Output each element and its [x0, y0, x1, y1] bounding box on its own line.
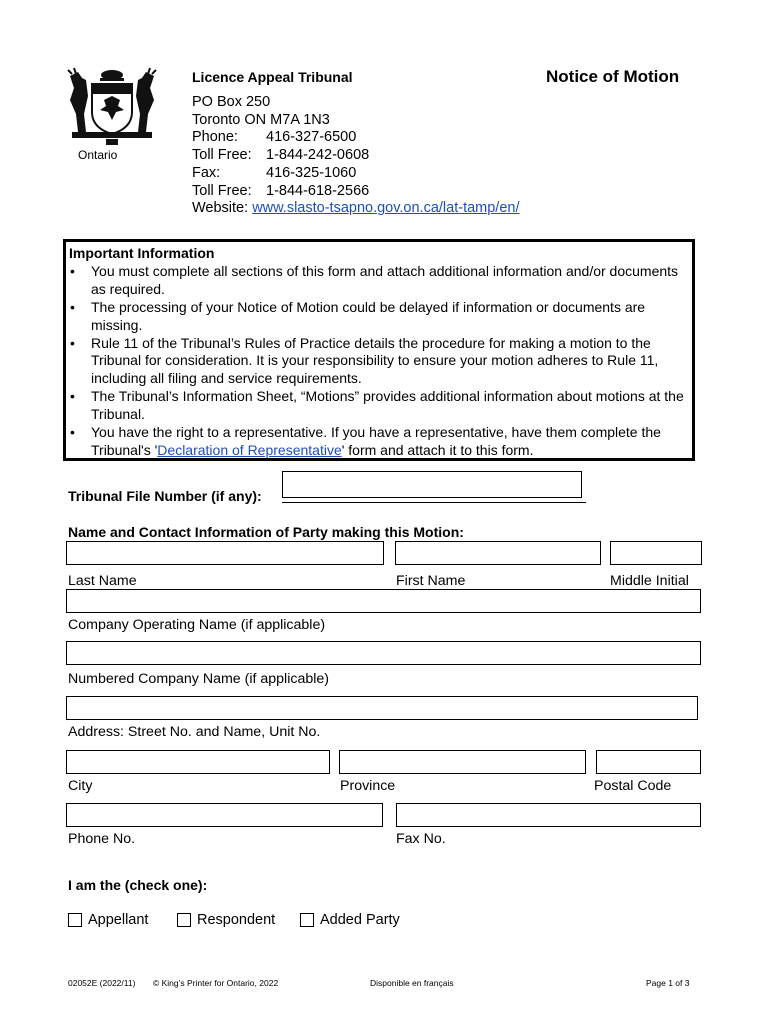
appellant-option[interactable]: Appellant [68, 912, 148, 928]
page-title: Notice of Motion [546, 67, 680, 86]
important-information-box [63, 239, 695, 461]
fax-label: Fax No. [396, 831, 446, 847]
website-link[interactable]: www.slasto-tsapno.gov.on.ca/lat-tamp/en/ [252, 200, 520, 217]
contact-block [192, 94, 520, 218]
role-heading: I am the (check one): [68, 877, 208, 893]
respondent-checkbox[interactable] [177, 913, 191, 927]
fax-input[interactable] [396, 803, 701, 827]
city-input[interactable] [66, 750, 330, 774]
list-item: • You have the right to a representative. If you have a representative, have them complete the Tribunal's 'Declaration of Representative' form and attach it to this form. [69, 424, 686, 460]
file-number-label: Tribunal File Number (if any): [68, 488, 262, 504]
phone-label: Phone No. [68, 831, 136, 847]
numbered-company-name-input[interactable] [66, 641, 701, 665]
first-name-input[interactable] [395, 541, 601, 565]
important-list [69, 263, 686, 460]
list-item: • The processing of your Notice of Motion could be delayed if information or documents are missing. [69, 299, 686, 335]
first-name-label: First Name [396, 573, 466, 589]
fax-row: Fax: 416-325-1060 [192, 164, 357, 181]
phone-input[interactable] [66, 803, 383, 827]
logo-caption: Ontario [78, 148, 118, 162]
province-input[interactable] [339, 750, 586, 774]
last-name-input[interactable] [66, 541, 384, 565]
important-heading: Important Information [69, 245, 215, 261]
company-operating-name-input[interactable] [66, 589, 701, 613]
website-row: Website: www.slasto-tsapno.gov.on.ca/lat-tamp/en/ [192, 200, 520, 217]
list-item: • The Tribunal’s Information Sheet, “Motions” provides additional information about motions at the Tribunal. [69, 388, 686, 424]
city-label: City [68, 778, 93, 794]
added-party-checkbox[interactable] [300, 913, 314, 927]
address-input[interactable] [66, 696, 698, 720]
page-number: Page 1 of 3 [646, 978, 690, 988]
company-operating-name-label: Company Operating Name (if applicable) [68, 617, 326, 633]
form-code: 02052E (2022/11) [68, 978, 136, 988]
address-line: Toronto ON M7A 1N3 [192, 111, 330, 128]
numbered-company-name-label: Numbered Company Name (if applicable) [68, 671, 330, 687]
address-line: PO Box 250 [192, 94, 271, 110]
file-number-underline [282, 502, 586, 503]
party-section-heading: Name and Contact Information of Party making this Motion: [68, 524, 464, 540]
last-name-label: Last Name [68, 573, 137, 589]
phone-row: Phone: 416-327-6500 [192, 129, 357, 146]
file-number-input[interactable] [282, 471, 582, 498]
address-label: Address: Street No. and Name, Unit No. [68, 724, 321, 740]
respondent-option[interactable]: Respondent [177, 912, 275, 928]
middle-initial-input[interactable] [610, 541, 702, 565]
tollfree-row: Toll Free: 1-844-242-0608 [192, 147, 370, 164]
organization-name: Licence Appeal Tribunal [192, 69, 353, 85]
postal-code-label: Postal Code [594, 778, 672, 794]
added-party-option[interactable]: Added Party [300, 912, 400, 928]
list-item: • You must complete all sections of this form and attach additional information and/or documents as required. [69, 263, 686, 299]
province-label: Province [340, 778, 396, 794]
list-item: • Rule 11 of the Tribunal’s Rules of Practice details the procedure for making a motion to the Tribunal for consideration. It is your responsibility to ensure your motion adheres to Rule 11, including all filing and service requirements. [69, 335, 686, 389]
appellant-checkbox[interactable] [68, 913, 82, 927]
copyright: © King’s Printer for Ontario, 2022 [153, 978, 279, 988]
postal-code-input[interactable] [596, 750, 701, 774]
tollfree-row: Toll Free: 1-844-618-2566 [192, 182, 370, 199]
declaration-of-representative-link[interactable]: Declaration of Representative [157, 441, 342, 458]
middle-initial-label: Middle Initial [610, 573, 689, 589]
french-availability: Disponible en français [370, 978, 454, 988]
